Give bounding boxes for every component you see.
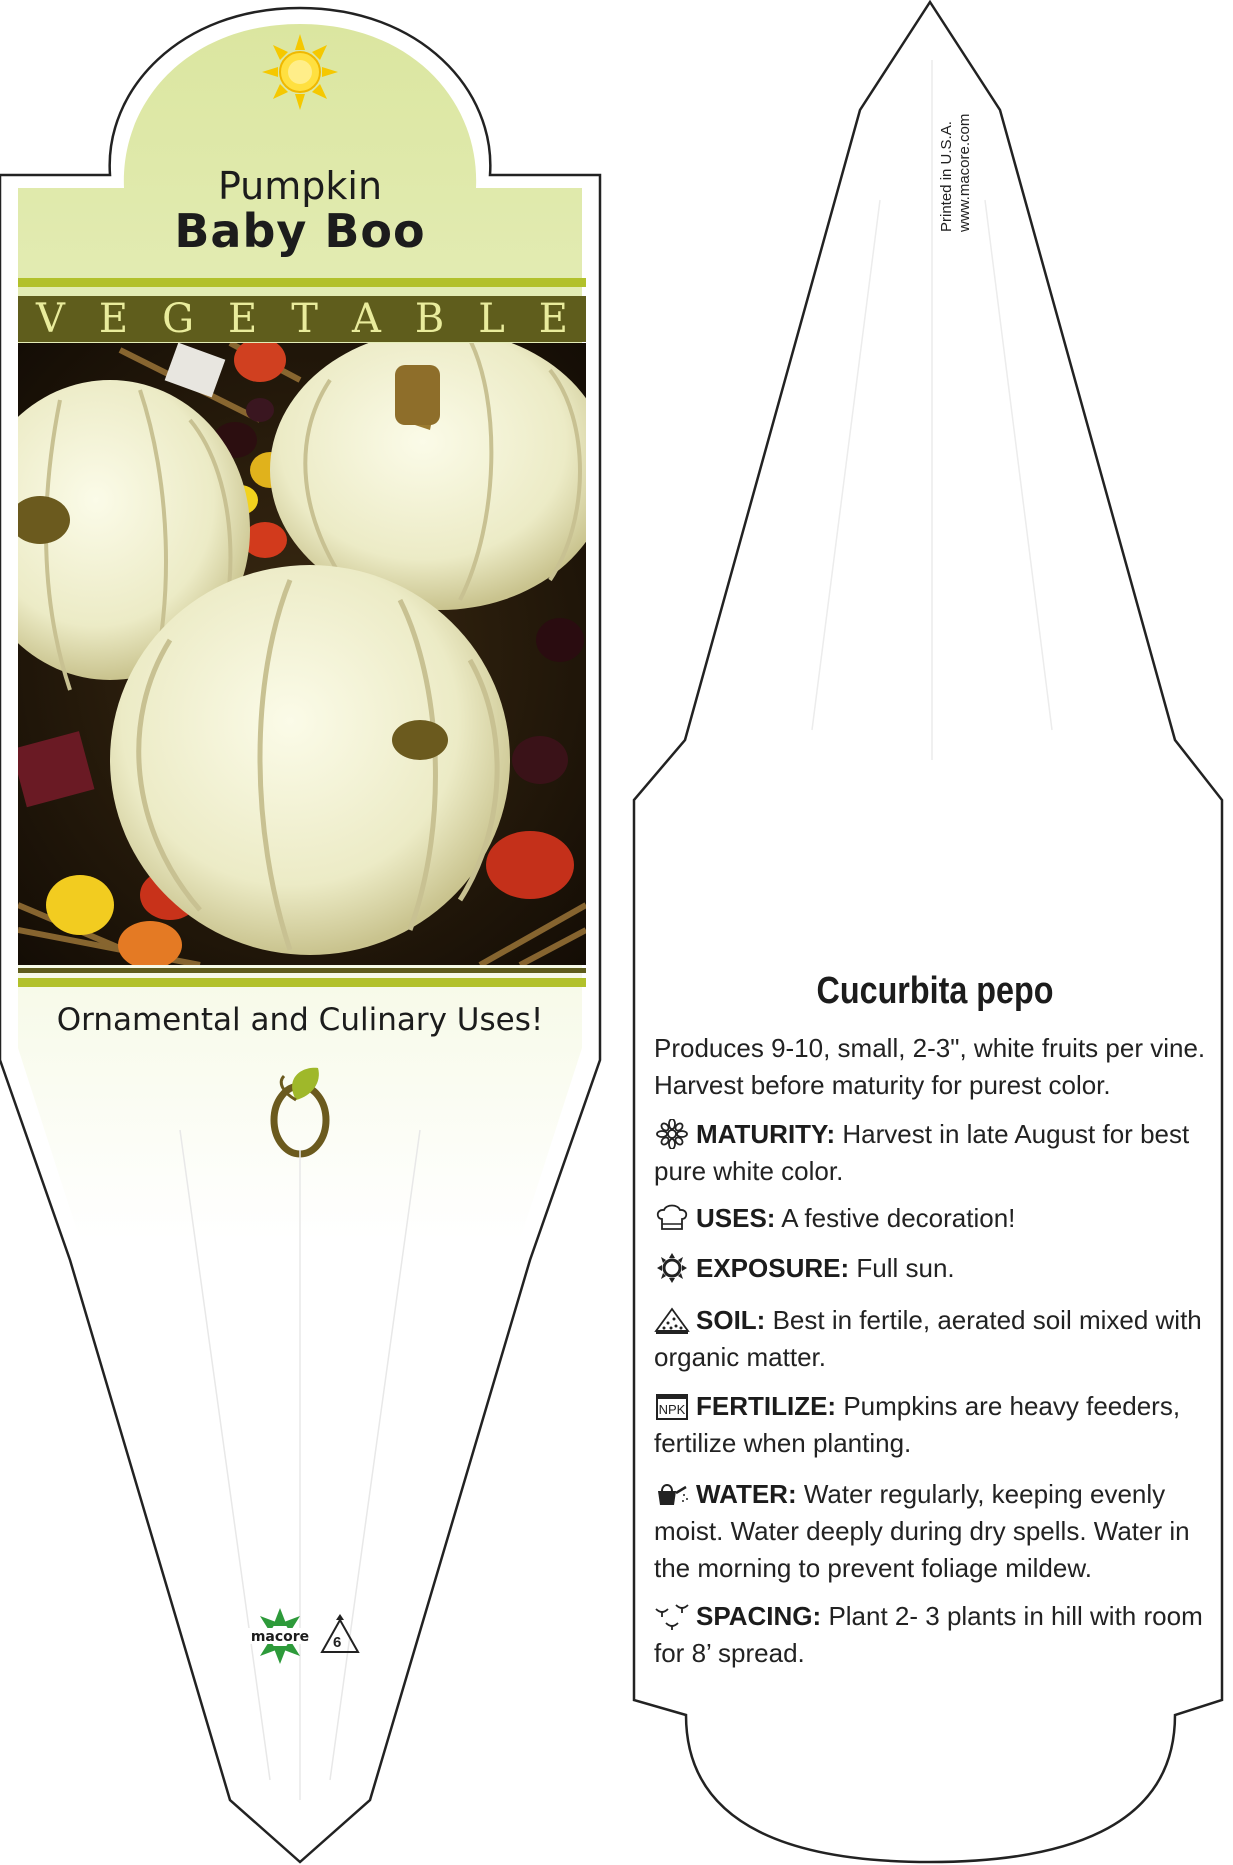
category-letter: L xyxy=(478,296,505,342)
section-text: Pumpkins are heavy feeders, fertilize when planting. xyxy=(654,1391,1181,1458)
section-text: Harvest in late August for best pure white color. xyxy=(654,1119,1190,1186)
category-bar xyxy=(18,296,586,342)
category-letter: E xyxy=(228,296,258,342)
spacing-icon xyxy=(654,1601,690,1631)
fertilize-section xyxy=(654,1388,1214,1462)
section-label: MATURITY: xyxy=(696,1119,836,1149)
water-section xyxy=(654,1476,1214,1587)
section-label: SOIL: xyxy=(696,1305,766,1335)
flower-icon xyxy=(654,1119,690,1149)
category-letter: T xyxy=(291,296,318,342)
maturity-section xyxy=(654,1116,1214,1190)
category-letter: E xyxy=(98,296,129,342)
pumpkin-photo xyxy=(0,330,610,969)
watering-can-icon xyxy=(654,1479,690,1509)
website: www.macore.com xyxy=(956,113,973,232)
recycle-number: 6 xyxy=(333,1634,342,1651)
category-letter: B xyxy=(414,296,445,342)
section-text: Best in fertile, aerated soil mixed with organic matter. xyxy=(654,1305,1202,1372)
section-text: Full sun. xyxy=(856,1253,955,1283)
section-text: Plant 2- 3 plants in hill with room for 8’ spread. xyxy=(654,1601,1203,1668)
soil-icon xyxy=(654,1305,690,1335)
section-label: WATER: xyxy=(696,1479,797,1509)
printed-in: Printed in U.S.A. xyxy=(938,121,955,232)
section-label: FERTILIZE: xyxy=(696,1391,837,1421)
tagline: Ornamental and Culinary Uses! xyxy=(56,1002,544,1038)
spacing-section xyxy=(654,1598,1214,1672)
section-label: EXPOSURE: xyxy=(696,1253,850,1283)
section-text: A festive decoration! xyxy=(781,1203,1016,1233)
plant-type-title: Pumpkin xyxy=(217,164,383,208)
section-text: Water regularly, keeping evenly moist. Water deeply during dry spells. Water in the morning to prevent foliage mildew. xyxy=(654,1479,1190,1583)
section-label: USES: xyxy=(696,1203,776,1233)
chef-hat-icon xyxy=(654,1203,690,1233)
variety-title: Baby Boo xyxy=(174,204,426,258)
sun-icon xyxy=(654,1253,690,1283)
svg-text:macore: macore xyxy=(250,1629,310,1645)
printed-note xyxy=(938,114,974,232)
category-letter: V xyxy=(36,296,65,342)
category-letter: A xyxy=(351,296,381,342)
sun-icon xyxy=(262,34,338,110)
npk-icon xyxy=(654,1391,690,1421)
category-letter: E xyxy=(538,296,568,342)
scientific-name: Cucurbita pepo xyxy=(816,970,1054,1012)
description: Produces 9-10, small, 2-3", white fruits per vine. Harvest before maturity for purest color. xyxy=(654,1033,1206,1100)
category-letter: G xyxy=(162,296,195,342)
npk-label: NPK xyxy=(658,1402,686,1417)
section-label: SPACING: xyxy=(696,1601,822,1631)
soil-section xyxy=(654,1302,1214,1376)
uses-section xyxy=(654,1200,1214,1237)
exposure-section xyxy=(654,1250,1214,1287)
